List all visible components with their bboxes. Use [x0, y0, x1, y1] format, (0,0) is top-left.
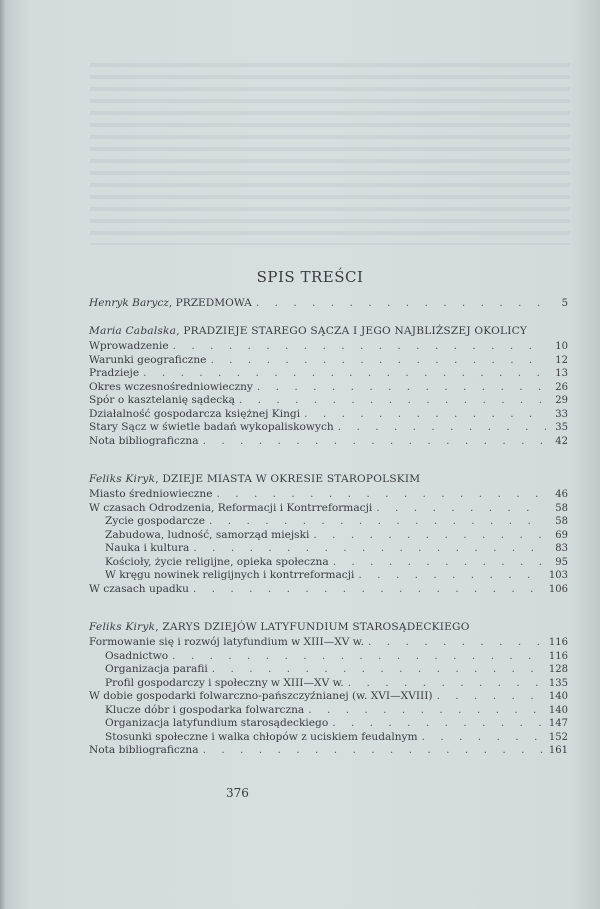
dot-leader — [173, 340, 546, 354]
entry-label: Zycie gospodarcze — [105, 515, 206, 527]
entry-label: Działalność gospodarcza księżnej Kingi — [89, 407, 301, 420]
toc-row — [89, 529, 568, 543]
entry-label: W czasach Odrodzenia, Reformacji i Kontrreformacji — [89, 501, 373, 514]
entry-label: W kręgu nowinek religijnych i kontrreformacji — [105, 569, 355, 581]
dot-leader — [348, 677, 545, 691]
entry-label: Warunki geograficzne — [89, 353, 207, 366]
entry-label: Organizacja latyfundium starosądeckiego — [105, 717, 329, 729]
dot-leader — [333, 556, 546, 570]
entry-label: Osadnictwo — [105, 649, 169, 662]
toc-row — [89, 704, 568, 718]
toc-section — [89, 471, 568, 596]
entry-label: Profil gospodarczy i społeczny w XIII—XV w. — [105, 676, 344, 689]
dot-leader — [308, 704, 545, 718]
page-ref: 103 — [548, 570, 568, 581]
toc-row — [89, 542, 568, 556]
dot-leader — [257, 381, 546, 395]
toc-row — [89, 367, 568, 381]
entry-label: W dobie gospodarki folwarczno-pańszczyźnianej (w. XVI—XVIII) — [89, 690, 433, 702]
toc-row — [89, 583, 568, 597]
page-ref: 128 — [548, 664, 568, 675]
entry-label: Wprowadzenie — [89, 340, 169, 352]
section-heading: Maria Cabalska, PRADZIEJE STAREGO SĄCZA I JEGO NAJBLIŻSZEJ OKOLICY — [89, 325, 528, 337]
entry-label: Miasto średniowieczne — [89, 488, 213, 500]
page-ref: 33 — [555, 408, 568, 420]
toc-row — [89, 677, 568, 691]
page-ref: 106 — [548, 583, 568, 595]
toc-row — [89, 717, 568, 731]
section-title: ZARYS DZIEJÓW LATYFUNDIUM STAROSĄDECKIEGO — [162, 621, 470, 633]
author: Maria Cabalska — [89, 325, 177, 337]
page-ref: 13 — [555, 368, 568, 379]
dot-leader — [368, 636, 545, 650]
entry-label: Stosunki społeczne i walka chłopów z uciskiem feudalnym — [105, 730, 418, 743]
entry-label: Nota bibliograficzna — [89, 744, 199, 756]
entry-label: Zabudowa, ludność, samorząd miejski — [105, 528, 310, 541]
dot-leader — [313, 529, 546, 543]
page-ref: 95 — [555, 556, 568, 568]
dot-leader — [338, 421, 546, 435]
toc-row — [89, 381, 568, 395]
dot-leader — [212, 663, 545, 677]
toc-row — [89, 663, 568, 677]
toc-row — [89, 690, 568, 704]
dot-leader — [203, 744, 545, 758]
page-ref: 26 — [555, 381, 568, 393]
page-ref: 152 — [548, 731, 568, 743]
toc-section — [89, 619, 568, 758]
toc-row — [89, 502, 568, 516]
dot-leader — [203, 435, 546, 449]
page-ref: 147 — [548, 718, 568, 729]
entry-label: W czasach upadku — [89, 582, 189, 595]
dot-leader — [256, 297, 546, 311]
preface-entry — [89, 297, 568, 311]
toc-row — [89, 731, 568, 745]
dot-leader — [209, 515, 546, 529]
author: Henryk Barycz — [89, 297, 169, 309]
page-ref: 46 — [555, 489, 568, 500]
page-ref: 135 — [548, 677, 568, 689]
page-ref: 140 — [548, 704, 568, 716]
dot-leader — [422, 731, 545, 745]
toc-row — [89, 435, 568, 449]
dot-leader — [376, 502, 546, 516]
show-through-text — [90, 55, 570, 245]
entry-label: Stary Sącz w świetle badań wykopaliskowych — [89, 421, 334, 433]
toc-row — [89, 394, 568, 408]
entry-label: Nauka i kultura — [105, 542, 190, 554]
dot-leader — [358, 569, 545, 583]
toc-row — [89, 556, 568, 570]
page-ref: 58 — [555, 502, 568, 514]
page-ref: 5 — [561, 298, 568, 309]
dot-leader — [332, 717, 545, 731]
page-ref: 35 — [555, 422, 568, 433]
page-ref: 29 — [555, 395, 568, 406]
page-ref: 140 — [548, 691, 568, 702]
toc-row — [89, 744, 568, 758]
author: Feliks Kiryk — [89, 473, 156, 485]
toc-row — [89, 340, 568, 354]
entry-title: PRZEDMOWA — [175, 297, 252, 309]
page-ref: 116 — [548, 650, 568, 662]
toc-row: Henryk Barycz, PRZEDMOWA . . . 5 — [89, 297, 568, 311]
page-ref: 116 — [548, 637, 568, 648]
page-ref: 83 — [555, 543, 568, 554]
toc-row — [89, 650, 568, 664]
dot-leader — [143, 367, 546, 381]
page-number: 376 — [226, 786, 249, 800]
toc-row — [89, 408, 568, 422]
entry-label: Pradzieje — [89, 367, 140, 379]
section-heading: Feliks Kiryk, ZARYS DZIEJÓW LATYFUNDIUM STAROSĄDECKIEGO — [89, 621, 470, 633]
page-ref: 10 — [555, 341, 568, 352]
dot-leader — [216, 488, 546, 502]
page-ref: 12 — [555, 354, 568, 366]
dot-leader — [172, 650, 545, 664]
section-title: DZIEJE MIASTA W OKRESIE STAROPOLSKIM — [162, 473, 421, 485]
author: Feliks Kiryk — [89, 621, 156, 633]
entry-label: Okres wczesnośredniowieczny — [89, 380, 253, 393]
toc-row — [89, 421, 568, 435]
page-ref: 42 — [555, 435, 568, 447]
dot-leader — [239, 394, 546, 408]
page-ref: 69 — [555, 529, 568, 541]
toc-row — [89, 488, 568, 502]
section-heading: Feliks Kiryk, DZIEJE MIASTA W OKRESIE STAROPOLSKIM — [89, 473, 421, 485]
entry-label: Spór o kasztelanię sądecką — [89, 394, 235, 406]
entry-label: Klucze dóbr i gospodarka folwarczna — [105, 703, 305, 716]
dot-leader — [304, 408, 546, 422]
toc-section — [89, 323, 568, 448]
page-ref: 161 — [548, 745, 568, 756]
entry-label: Organizacja parafii — [105, 663, 208, 675]
entry-label: Formowanie się i rozwój latyfundium w XIII—XV w. — [89, 636, 364, 648]
dot-leader — [437, 690, 545, 704]
dot-leader — [210, 354, 546, 368]
toc-row — [89, 515, 568, 529]
page-title: SPIS TREŚCI — [256, 268, 364, 286]
toc-row — [89, 354, 568, 368]
toc-row — [89, 636, 568, 650]
section-title: PRADZIEJE STAREGO SĄCZA I JEGO NAJBLIŻSZEJ OKOLICY — [183, 325, 528, 337]
page-ref: 58 — [555, 516, 568, 527]
entry-label: Nota bibliograficzna — [89, 434, 199, 447]
dot-leader — [193, 583, 545, 597]
entry-label: Kościoły, życie religijne, opieka społeczna — [105, 555, 329, 568]
toc-row — [89, 569, 568, 583]
dot-leader — [193, 542, 546, 556]
